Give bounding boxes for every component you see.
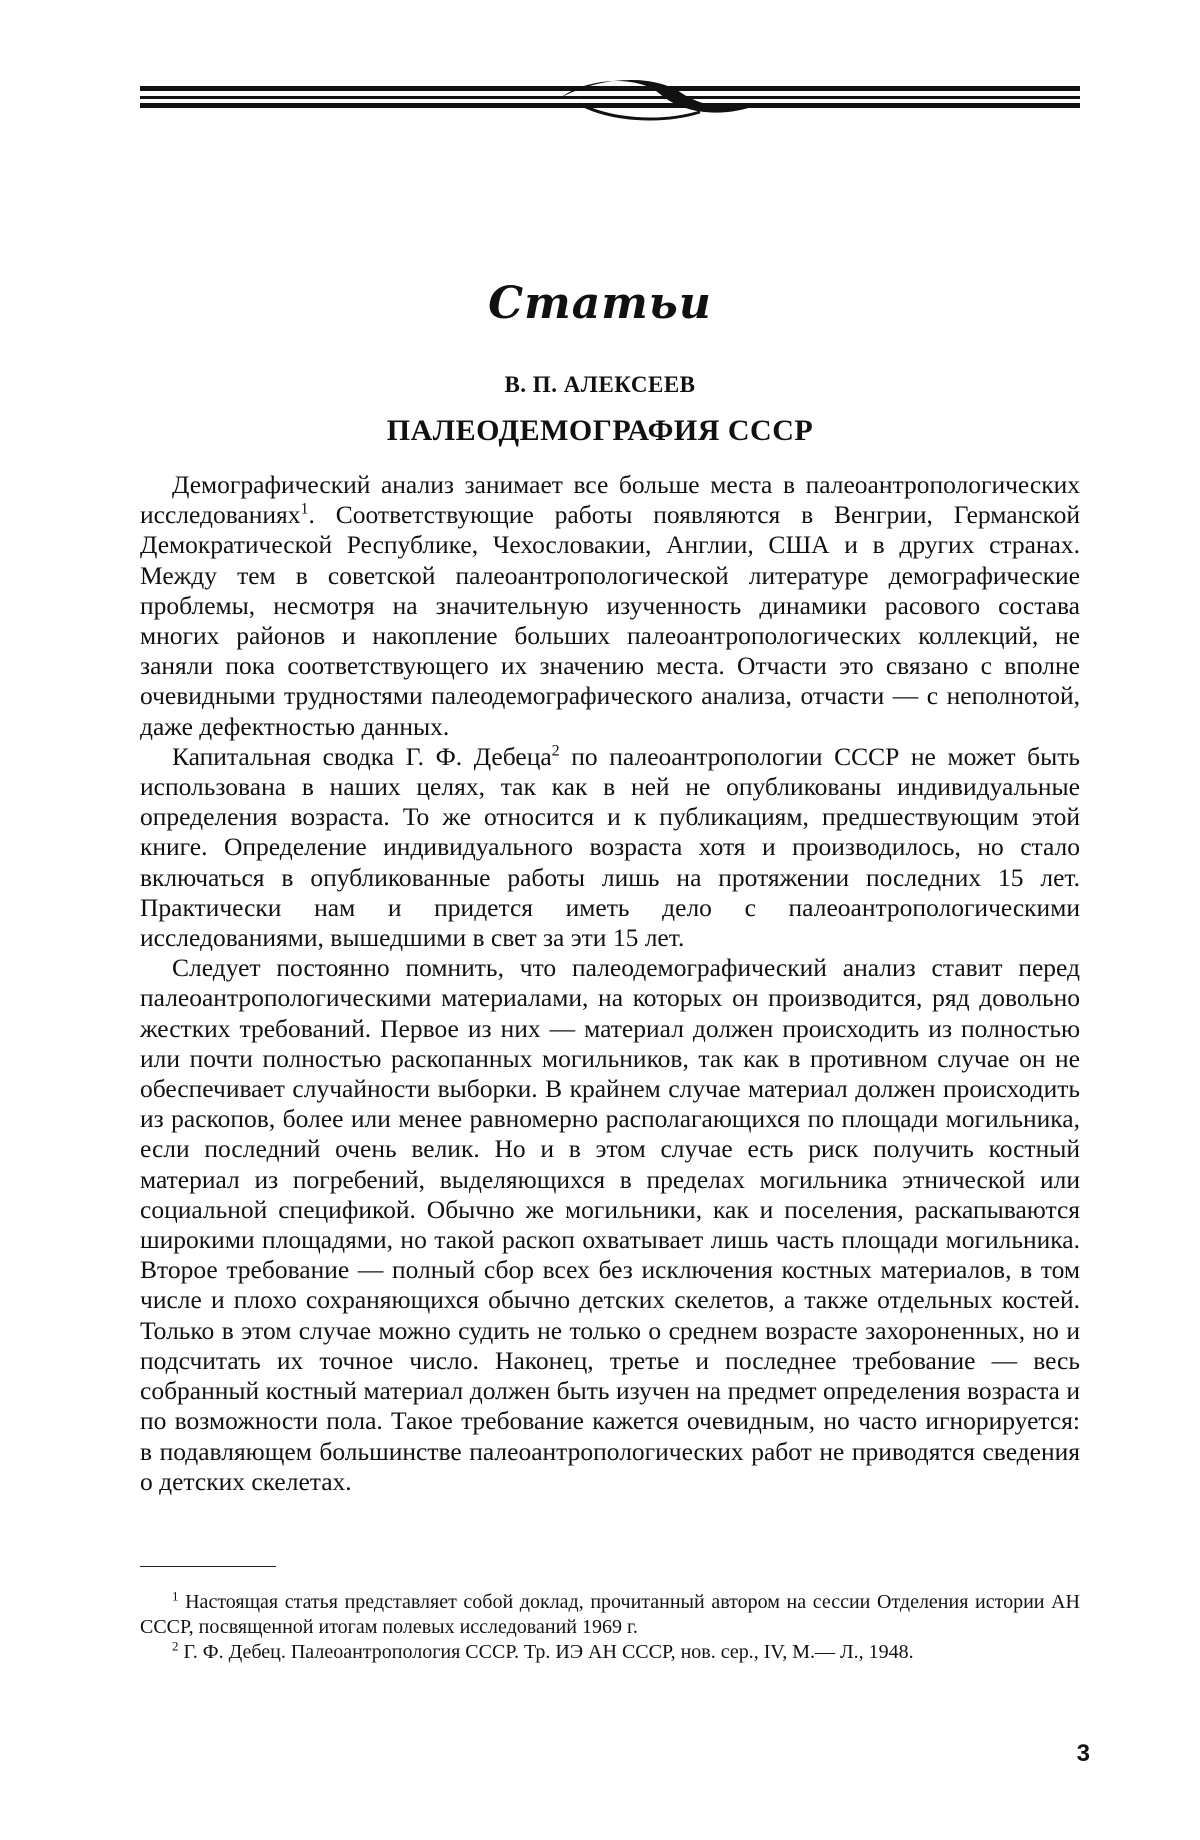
paragraph-text: Капитальная сводка Г. Ф. Дебеца (172, 741, 552, 771)
author-name: В. П. АЛЕКСЕЕВ (504, 372, 696, 397)
paragraph (140, 953, 1080, 1497)
paragraph-text: . Соответствующие работы появляются в Венгрии, Германской Демократической Республике, Чехословакии, Англии, США и в других странах. Между тем в советской палеоантропологической литературе демографические проблемы, несмотря на значительную изученность динамики расового состава многих районов и накопление больших палеоантропологических коллекций, не заняли пока соответствующего их значению места. Отчасти это связано с вполне очевидными трудностями палеодемографического анализа, отчасти — с неполнотой, даже дефектностью данных. (140, 500, 1080, 741)
section-title: Статьи (488, 278, 712, 329)
paragraph-text: по палеоантропологии СССР не может быть использована в наших целях, так как в ней не опубликованы индивидуальные определения возраста. То же относится и к публикациям, предшествующим этой книге. Определение индивидуального возраста хотя и производилось, но стало включаться в опубликованные работы лишь на протяжении последних 15 лет. Практически нам и придется иметь дело с палеоантропологическими исследованиями, вышедшими в свет за эти 15 лет. (140, 741, 1080, 953)
footnotes (140, 1590, 1080, 1665)
footnote-mark: 1 (172, 1588, 179, 1604)
footnote-mark: 2 (172, 1638, 179, 1654)
paragraph-text: Демографический анализ занимает все больше места в палеоантропологических исследованиях (140, 470, 1080, 530)
footnote-ref: 1 (300, 500, 309, 518)
article-title: ПАЛЕОДЕМОГРАФИЯ СССР (386, 414, 814, 447)
footnote-ref: 2 (551, 742, 560, 760)
paragraph (140, 470, 1080, 742)
footnote-text: Настоящая статья представляет собой доклад, прочитанный автором на сессии Отделения истории АН СССР, посвященной итогам полевых исследований 1969 г. (140, 1591, 1080, 1638)
footnote-text: Г. Ф. Дебец. Палеоантропология СССР. Тр. ИЭ АН СССР, нов. сер., IV, М.— Л., 1948. (178, 1641, 914, 1663)
header-ornament (140, 76, 1080, 126)
page-number: 3 (1076, 1740, 1090, 1767)
footnote-divider (140, 1566, 276, 1567)
article-body (140, 470, 1080, 1497)
footnote (140, 1590, 1080, 1640)
paragraph (140, 742, 1080, 953)
footnote (140, 1640, 1080, 1665)
paragraph-text: Следует постоянно помнить, что палеодемографический анализ ставит перед палеоантропологическими материалами, на которых он производится, ряд довольно жестких требований. Первое из них — материал должен происходить из полностью или почти полностью раскопанных могильников, так как в противном случае он не обеспечивает случайности выборки. В крайнем случае материал должен происходить из раскопов, более или менее равномерно располагающихся по площади могильника, если последний очень велик. Но и в этом случае есть риск получить костный материал из погребений, выделяющихся в пределах могильника этнической или социальной спецификой. Обычно же могильники, как и поселения, раскапываются широкими площадями, но такой раскоп охватывает лишь часть площади могильника. Второе требование — полный сбор всех без исключения костных материалов, в том числе и плохо сохраняющихся обычно детских скелетов, а также отдельных костей. Только в этом случае можно судить не только о среднем возрасте захороненных, но и подсчитать их точное число. Наконец, третье и последнее требование — весь собранный костный материал должен быть изучен на предмет определения возраста и по возможности пола. Такое требование кажется очевидным, но часто игнорируется: в подавляющем большинстве палеоантропологических работ не приводятся сведения о детских скелетах. (140, 953, 1080, 1496)
